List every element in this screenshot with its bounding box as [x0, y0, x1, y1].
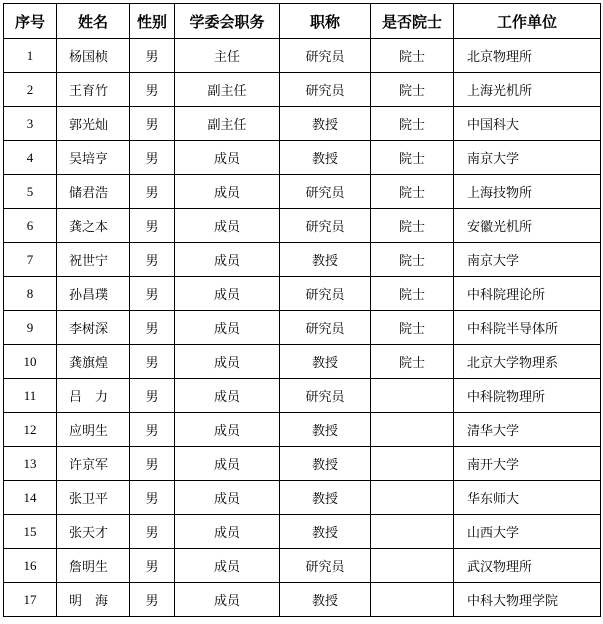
- cell-gender: 男: [130, 73, 175, 107]
- cell-committee-role: 成员: [175, 175, 280, 209]
- cell-academician: [371, 583, 454, 617]
- table-row: [4, 379, 601, 413]
- cell-index: 17: [4, 583, 57, 617]
- table-row: [4, 107, 601, 141]
- cell-index: 5: [4, 175, 57, 209]
- table-row: [4, 549, 601, 583]
- header-gender: 性别: [130, 4, 175, 39]
- committee-roster-table: [3, 3, 601, 617]
- table-row: [4, 481, 601, 515]
- cell-title: 研究员: [280, 39, 371, 73]
- cell-title: 教授: [280, 141, 371, 175]
- table-body: [4, 39, 601, 617]
- cell-committee-role: 成员: [175, 379, 280, 413]
- cell-committee-role: 副主任: [175, 107, 280, 141]
- cell-index: 10: [4, 345, 57, 379]
- cell-gender: 男: [130, 107, 175, 141]
- cell-academician: 院士: [371, 73, 454, 107]
- cell-name: 储君浩: [57, 175, 130, 209]
- cell-index: 13: [4, 447, 57, 481]
- cell-name: 应明生: [57, 413, 130, 447]
- cell-index: 1: [4, 39, 57, 73]
- cell-title: 教授: [280, 345, 371, 379]
- cell-committee-role: 成员: [175, 583, 280, 617]
- cell-title: 教授: [280, 413, 371, 447]
- table-header: [4, 4, 601, 39]
- cell-title: 研究员: [280, 277, 371, 311]
- table-row: [4, 243, 601, 277]
- header-title: 职称: [280, 4, 371, 39]
- header-index: 序号: [4, 4, 57, 39]
- table-row: [4, 311, 601, 345]
- header-academician: 是否院士: [371, 4, 454, 39]
- cell-name: 孙昌璞: [57, 277, 130, 311]
- cell-title: 研究员: [280, 209, 371, 243]
- cell-academician: [371, 379, 454, 413]
- cell-gender: 男: [130, 311, 175, 345]
- cell-academician: 院士: [371, 345, 454, 379]
- cell-title: 教授: [280, 481, 371, 515]
- cell-affiliation: 武汉物理所: [454, 549, 601, 583]
- cell-gender: 男: [130, 345, 175, 379]
- cell-index: 4: [4, 141, 57, 175]
- cell-affiliation: 北京大学物理系: [454, 345, 601, 379]
- cell-gender: 男: [130, 141, 175, 175]
- cell-title: 研究员: [280, 311, 371, 345]
- cell-title: 教授: [280, 447, 371, 481]
- cell-academician: 院士: [371, 39, 454, 73]
- cell-title: 教授: [280, 515, 371, 549]
- cell-title: 教授: [280, 107, 371, 141]
- cell-committee-role: 成员: [175, 243, 280, 277]
- cell-index: 15: [4, 515, 57, 549]
- cell-affiliation: 中科院理论所: [454, 277, 601, 311]
- header-affiliation: 工作单位: [454, 4, 601, 39]
- cell-gender: 男: [130, 481, 175, 515]
- cell-academician: 院士: [371, 107, 454, 141]
- cell-committee-role: 副主任: [175, 73, 280, 107]
- cell-title: 教授: [280, 583, 371, 617]
- cell-name: 祝世宁: [57, 243, 130, 277]
- cell-affiliation: 安徽光机所: [454, 209, 601, 243]
- cell-index: 3: [4, 107, 57, 141]
- cell-affiliation: 南京大学: [454, 141, 601, 175]
- table-row: [4, 277, 601, 311]
- cell-affiliation: 清华大学: [454, 413, 601, 447]
- cell-gender: 男: [130, 209, 175, 243]
- header-committee-role: 学委会职务: [175, 4, 280, 39]
- cell-index: 9: [4, 311, 57, 345]
- cell-name: 龚之本: [57, 209, 130, 243]
- cell-academician: 院士: [371, 277, 454, 311]
- cell-title: 研究员: [280, 175, 371, 209]
- table-row: [4, 73, 601, 107]
- cell-affiliation: 北京物理所: [454, 39, 601, 73]
- cell-affiliation: 上海技物所: [454, 175, 601, 209]
- cell-academician: 院士: [371, 243, 454, 277]
- cell-affiliation: 中科院半导体所: [454, 311, 601, 345]
- table-row: [4, 175, 601, 209]
- cell-gender: 男: [130, 175, 175, 209]
- cell-gender: 男: [130, 515, 175, 549]
- cell-committee-role: 成员: [175, 549, 280, 583]
- cell-title: 研究员: [280, 379, 371, 413]
- header-row: [4, 4, 601, 39]
- cell-gender: 男: [130, 413, 175, 447]
- cell-index: 16: [4, 549, 57, 583]
- cell-affiliation: 山西大学: [454, 515, 601, 549]
- cell-name: 明 海: [57, 583, 130, 617]
- cell-name: 吕 力: [57, 379, 130, 413]
- cell-gender: 男: [130, 583, 175, 617]
- cell-academician: [371, 447, 454, 481]
- cell-committee-role: 成员: [175, 209, 280, 243]
- cell-name: 王育竹: [57, 73, 130, 107]
- cell-index: 2: [4, 73, 57, 107]
- cell-affiliation: 中科大物理学院: [454, 583, 601, 617]
- cell-affiliation: 中科院物理所: [454, 379, 601, 413]
- cell-committee-role: 成员: [175, 141, 280, 175]
- table-row: [4, 39, 601, 73]
- cell-name: 许京军: [57, 447, 130, 481]
- cell-index: 8: [4, 277, 57, 311]
- cell-committee-role: 成员: [175, 277, 280, 311]
- cell-name: 杨国桢: [57, 39, 130, 73]
- cell-academician: 院士: [371, 209, 454, 243]
- cell-name: 吴培亨: [57, 141, 130, 175]
- cell-name: 张卫平: [57, 481, 130, 515]
- cell-academician: 院士: [371, 311, 454, 345]
- cell-index: 12: [4, 413, 57, 447]
- cell-name: 郭光灿: [57, 107, 130, 141]
- table-row: [4, 413, 601, 447]
- header-name: 姓名: [57, 4, 130, 39]
- cell-affiliation: 上海光机所: [454, 73, 601, 107]
- cell-gender: 男: [130, 447, 175, 481]
- cell-committee-role: 成员: [175, 311, 280, 345]
- cell-affiliation: 华东师大: [454, 481, 601, 515]
- cell-gender: 男: [130, 549, 175, 583]
- cell-gender: 男: [130, 39, 175, 73]
- cell-academician: 院士: [371, 175, 454, 209]
- table-row: [4, 583, 601, 617]
- cell-committee-role: 主任: [175, 39, 280, 73]
- cell-affiliation: 南京大学: [454, 243, 601, 277]
- cell-title: 研究员: [280, 549, 371, 583]
- cell-gender: 男: [130, 379, 175, 413]
- cell-academician: [371, 549, 454, 583]
- cell-academician: [371, 413, 454, 447]
- cell-index: 6: [4, 209, 57, 243]
- cell-name: 李树深: [57, 311, 130, 345]
- cell-committee-role: 成员: [175, 447, 280, 481]
- cell-index: 14: [4, 481, 57, 515]
- cell-affiliation: 南开大学: [454, 447, 601, 481]
- cell-index: 11: [4, 379, 57, 413]
- table-row: [4, 141, 601, 175]
- cell-committee-role: 成员: [175, 481, 280, 515]
- table-row: [4, 447, 601, 481]
- cell-name: 张天才: [57, 515, 130, 549]
- table-row: [4, 515, 601, 549]
- cell-gender: 男: [130, 277, 175, 311]
- cell-academician: [371, 515, 454, 549]
- cell-title: 教授: [280, 243, 371, 277]
- cell-academician: [371, 481, 454, 515]
- cell-committee-role: 成员: [175, 515, 280, 549]
- cell-affiliation: 中国科大: [454, 107, 601, 141]
- table-row: [4, 345, 601, 379]
- cell-academician: 院士: [371, 141, 454, 175]
- cell-name: 龚旗煌: [57, 345, 130, 379]
- cell-name: 詹明生: [57, 549, 130, 583]
- cell-index: 7: [4, 243, 57, 277]
- cell-committee-role: 成员: [175, 413, 280, 447]
- table-row: [4, 209, 601, 243]
- cell-gender: 男: [130, 243, 175, 277]
- cell-committee-role: 成员: [175, 345, 280, 379]
- cell-title: 研究员: [280, 73, 371, 107]
